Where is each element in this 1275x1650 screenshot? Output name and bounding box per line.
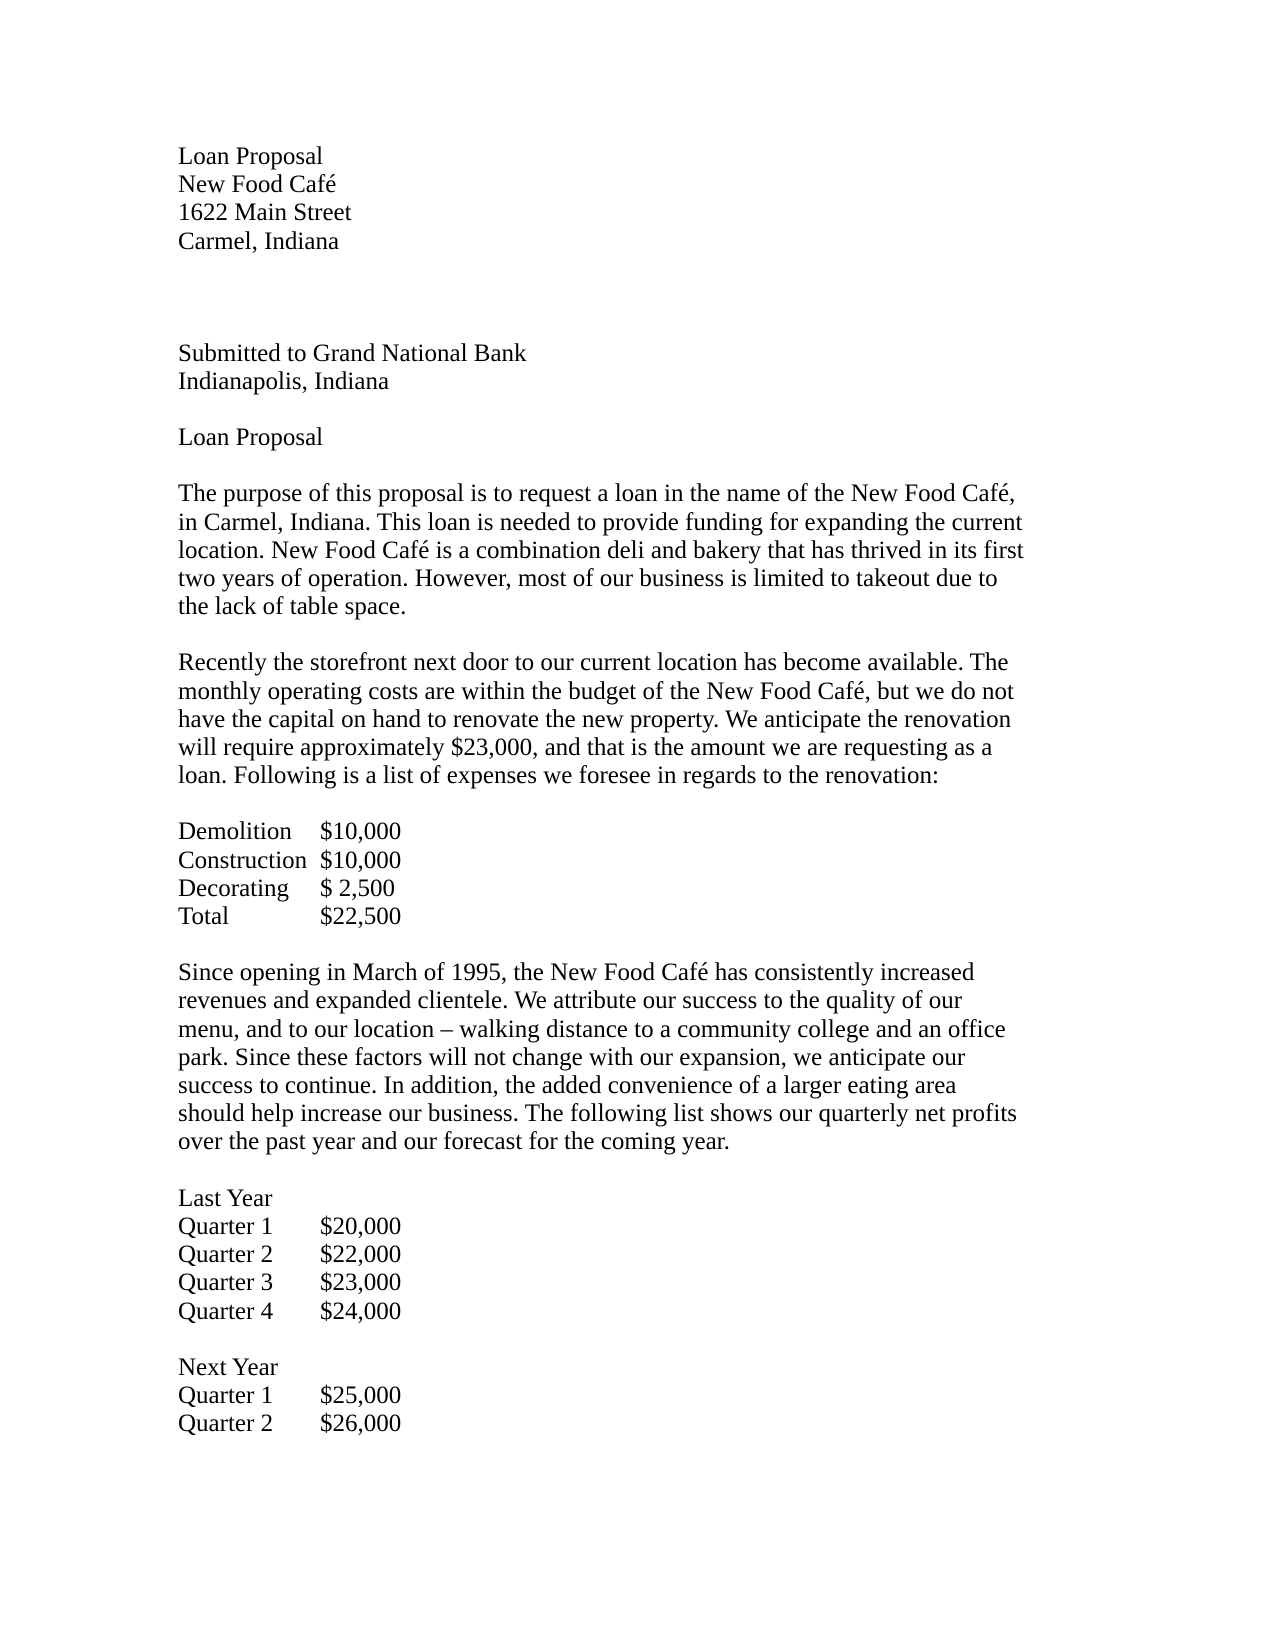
next-year-table xyxy=(178,1382,520,1438)
quarter-amount: $25,000 xyxy=(320,1381,402,1409)
quarter-label: Quarter 1 xyxy=(178,1381,274,1409)
spacer-after-letterhead xyxy=(178,256,1028,312)
table-row xyxy=(178,1213,520,1241)
letterhead-line-street: 1622 Main Street xyxy=(178,199,352,227)
spacer-before-next-year xyxy=(178,1326,1028,1354)
table-row xyxy=(178,1269,520,1297)
expense-table xyxy=(178,818,520,931)
expense-total-label: Total xyxy=(178,903,230,931)
table-row xyxy=(178,818,520,846)
quarter-label: Quarter 2 xyxy=(178,1410,274,1438)
quarter-amount: $22,000 xyxy=(320,1241,402,1269)
last-year-heading: Last Year xyxy=(178,1184,273,1212)
document-body xyxy=(178,143,1028,1438)
spacer-before-expenses xyxy=(178,790,1028,818)
recipient-block xyxy=(178,340,1028,396)
letterhead-line-title: Loan Proposal xyxy=(178,143,324,170)
paragraph-storefront: Recently the storefront next door to our current location has become available. The monthly operating costs are within the budget of the New Food Café, but we do not have the capital on hand to renovate the new property. We anticipate the renovation will require approximately $23,000, and that is the amount we are requesting as a loan. Following is a list of expenses we foresee in regards to the renovation: xyxy=(178,649,1014,790)
recipient-line-bank: Submitted to Grand National Bank xyxy=(178,339,527,367)
quarter-label: Quarter 2 xyxy=(178,1241,274,1269)
quarter-label: Quarter 1 xyxy=(178,1212,274,1240)
expense-label: Decorating xyxy=(178,874,290,902)
quarter-amount: $26,000 xyxy=(320,1410,402,1438)
expense-amount: $10,000 xyxy=(320,846,402,874)
quarter-amount: $24,000 xyxy=(320,1297,402,1325)
table-row xyxy=(178,1241,520,1269)
table-row xyxy=(178,1298,520,1326)
letterhead-block xyxy=(178,143,1028,256)
expense-total-amount: $22,500 xyxy=(320,903,402,931)
expense-amount: $10,000 xyxy=(320,818,402,846)
next-year-heading: Next Year xyxy=(178,1353,278,1381)
quarter-label: Quarter 3 xyxy=(178,1269,274,1297)
quarter-label: Quarter 4 xyxy=(178,1297,274,1325)
table-row xyxy=(178,1410,520,1438)
table-row xyxy=(178,903,520,931)
table-row xyxy=(178,847,520,875)
letterhead-line-business: New Food Café xyxy=(178,171,337,199)
spacer-before-last-year xyxy=(178,1157,1028,1185)
table-row xyxy=(178,875,520,903)
last-year-table xyxy=(178,1213,520,1326)
paragraph-history: Since opening in March of 1995, the New Food Café has consistently increased revenues and expanded clientele. We attribute our success to the quality of our menu, and to our location – walking distance to a community college and an office park. Since these factors will not change with our expansion, we anticipate our success to continue. In addition, the added convenience of a larger eating area should help increase our business. The following list shows our quarterly net profits over the past year and our forecast for the coming year. xyxy=(178,959,1017,1156)
spacer-before-paragraph-2 xyxy=(178,621,1028,649)
spacer-before-recipient xyxy=(178,312,1028,340)
table-row xyxy=(178,1382,520,1410)
quarter-amount: $23,000 xyxy=(320,1269,402,1297)
expense-amount: $ 2,500 xyxy=(320,874,395,902)
expense-label: Construction xyxy=(178,846,308,874)
spacer-before-heading xyxy=(178,396,1028,424)
spacer-before-paragraph-1 xyxy=(178,452,1028,480)
quarter-amount: $20,000 xyxy=(320,1212,402,1240)
paragraph-purpose: The purpose of this proposal is to request a loan in the name of the New Food Café, in Carmel, Indiana. This loan is needed to provide funding for expanding the current location. New Food Café is a combination deli and bakery that has thrived in its first two years of operation. However, most of our business is limited to takeout due to the lack of table space. xyxy=(178,480,1024,621)
recipient-line-city: Indianapolis, Indiana xyxy=(178,368,390,396)
section-heading: Loan Proposal xyxy=(178,424,324,452)
letterhead-line-city: Carmel, Indiana xyxy=(178,227,340,255)
expense-label: Demolition xyxy=(178,818,292,846)
spacer-before-paragraph-3 xyxy=(178,931,1028,959)
